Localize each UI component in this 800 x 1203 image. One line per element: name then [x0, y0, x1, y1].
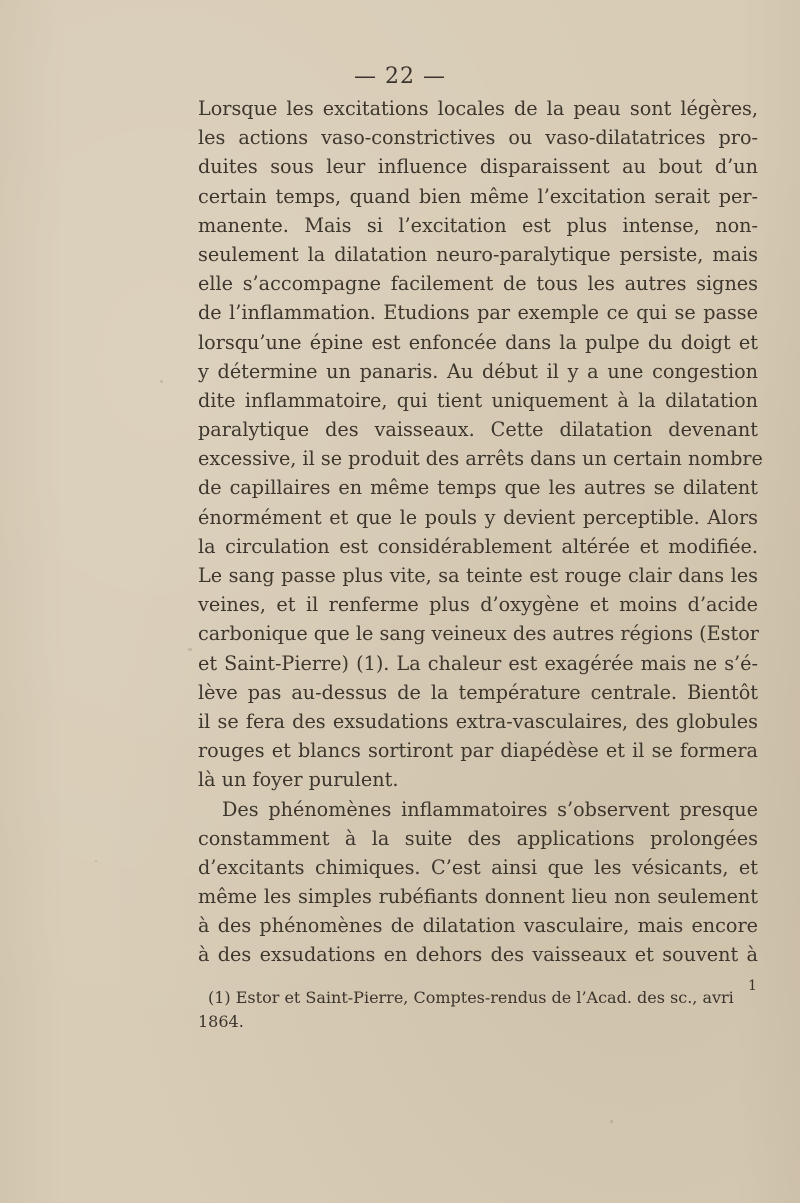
text-line: lève pas au-dessus de la température centrale. Bientôt — [198, 680, 758, 704]
text-line: à des exsudations en dehors des vaisseaux et souvent à — [198, 943, 758, 967]
text-line: paralytique des vaisseaux. Cette dilatation devenant — [198, 418, 758, 442]
text-line: dite inflammatoire, qui tient uniquement à la dilatation — [198, 388, 758, 412]
footnote-line: 1864. — [198, 1012, 244, 1031]
text-line: Des phénomènes inflammatoires s’observent presque — [222, 797, 758, 821]
text-line: même les simples rubéfiants donnent lieu non seulement — [198, 885, 758, 909]
text-line: il se fera des exsudations extra-vasculaires, des globules — [198, 709, 758, 733]
text-line: carbonique que le sang veineux des autres régions (Estor — [198, 622, 759, 646]
text-line: de capillaires en même temps que les autres se dilatent — [198, 476, 758, 500]
text-line: veines, et il renferme plus d’oxygène et moins d’acide — [198, 593, 758, 617]
text-line: les actions vaso-constrictives ou vaso-dilatatrices pro- — [198, 126, 758, 150]
text-line: de l’inflammation. Etudions par exemple ce qui se passe — [198, 301, 758, 325]
text-line: y détermine un panaris. Au début il y a une congestion — [198, 359, 758, 383]
text-line: excessive, il se produit des arrêts dans un certain nombre — [198, 447, 763, 471]
text-line: manente. Mais si l’excitation est plus intense, non- — [198, 213, 758, 237]
text-line: duites sous leur influence disparaissent au bout d’un — [198, 155, 758, 179]
footnote-line: (1) Estor et Saint-Pierre, Comptes-rendus de l’Acad. des sc., avri — [208, 988, 734, 1007]
text-line: et Saint-Pierre) (1). La chaleur est exagérée mais ne s’é- — [198, 651, 758, 675]
text-line: énormément et que le pouls y devient perceptible. Alors — [198, 505, 758, 529]
paper-speck — [160, 380, 163, 383]
paper-speck — [188, 648, 192, 651]
text-line: Le sang passe plus vite, sa teinte est rouge clair dans les — [198, 564, 758, 587]
page-number: — 22 — — [354, 64, 446, 89]
text-line: certain temps, quand bien même l’excitation serait per- — [198, 184, 758, 208]
text-line: constamment à la suite des applications prolongées — [198, 826, 758, 850]
paper-speck — [95, 860, 97, 862]
text-line: d’excitants chimiques. C’est ainsi que les vésicants, et — [198, 855, 758, 879]
paper-speck — [420, 905, 422, 907]
text-line: la circulation est considérablement altérée et modifiée. — [198, 534, 758, 558]
text-line: elle s’accompagne facilement de tous les autres signes — [198, 272, 758, 296]
text-line: là un foyer purulent. — [198, 768, 399, 792]
signature-mark: 1 — [748, 978, 757, 994]
text-line: rouges et blancs sortiront par diapédèse et il se formera — [198, 739, 758, 763]
text-line: à des phénomènes de dilatation vasculaire, mais encore — [198, 914, 758, 938]
footnotes — [198, 986, 758, 1034]
text-line: lorsqu’une épine est enfoncée dans la pulpe du doigt et — [198, 330, 758, 354]
text-line: seulement la dilatation neuro-paralytique persiste, mais — [198, 242, 758, 266]
body-text — [198, 94, 763, 970]
paper-speck — [610, 1120, 613, 1123]
text-line: Lorsque les excitations locales de la peau sont légères, — [198, 97, 758, 120]
